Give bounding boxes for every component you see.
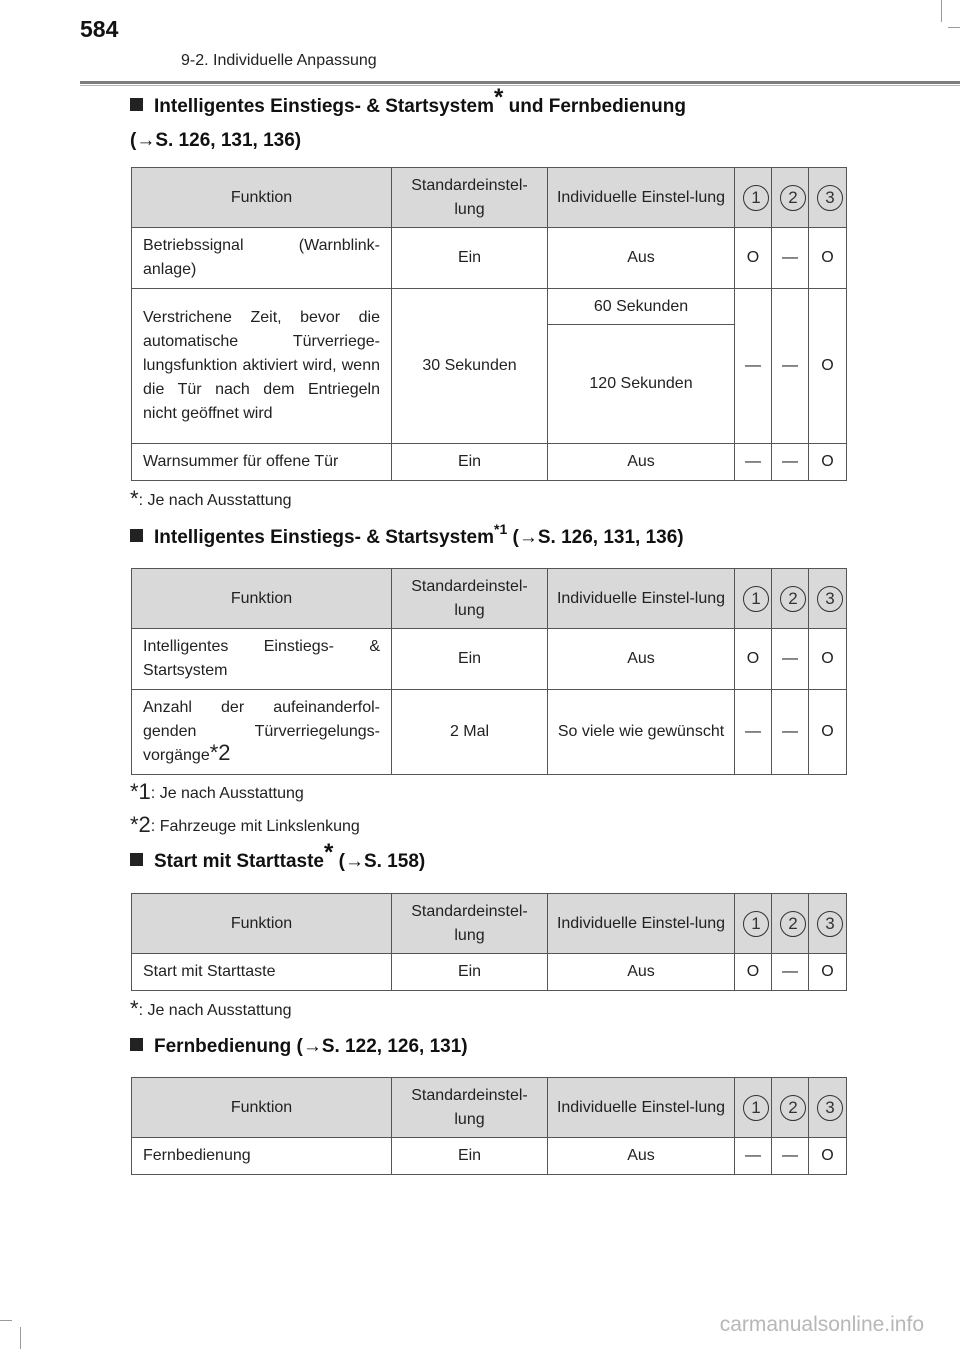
header-col2: [772, 1078, 809, 1138]
cell-custom: Aus: [548, 228, 735, 289]
cell-default: Ein: [392, 1138, 548, 1175]
cell-custom: Aus: [548, 954, 735, 991]
header-col1: [735, 168, 772, 228]
header-col2: [772, 569, 809, 629]
section4-table: [131, 1077, 847, 1175]
cell-custom: Aus: [548, 1138, 735, 1175]
header-individual: Individuelle Einstel-lung: [548, 1078, 735, 1138]
header-standard: Standardeinstel-lung: [392, 894, 548, 954]
cell-function: Verstrichene Zeit, bevor die automatische Türverriege-lungsfunktion aktiviert wird, wenn die Tür nach dem Entriegeln nicht geöffnet wird: [132, 289, 392, 444]
square-bullet-icon: [130, 853, 143, 866]
cell-c2: —: [772, 1138, 809, 1175]
circled-number-1-icon: 1: [743, 1095, 769, 1121]
cell-c1: O: [735, 228, 772, 289]
crop-mark-top-right-v: [941, 0, 942, 22]
crop-mark-bottom-left-h: [0, 1320, 12, 1321]
section1-footnote: *: Je nach Ausstattung: [130, 486, 292, 511]
cell-c1: —: [735, 444, 772, 481]
header-col3: [809, 168, 847, 228]
circled-number-2-icon: 2: [780, 911, 806, 937]
cell-function: Intelligentes Einstiegs- & Startsystem: [132, 629, 392, 690]
cell-c1: O: [735, 629, 772, 690]
header-col2: [772, 894, 809, 954]
cell-custom-b: 120 Sekunden: [548, 325, 735, 444]
circled-number-2-icon: 2: [780, 185, 806, 211]
header-individual: Individuelle Einstel-lung: [548, 168, 735, 228]
header-standard: Standardeinstel-lung: [392, 569, 548, 629]
circled-number-2-icon: 2: [780, 1095, 806, 1121]
header-funktion: Funktion: [132, 1078, 392, 1138]
cell-c3: O: [809, 629, 847, 690]
table-row: [132, 954, 847, 991]
crop-mark-bottom-left-v: [20, 1327, 21, 1349]
section1-title-line2: (→S. 126, 131, 136): [130, 130, 302, 151]
cell-c3: O: [809, 954, 847, 991]
section3-table: [131, 893, 847, 991]
cell-custom: Aus: [548, 444, 735, 481]
cell-custom-a: 60 Sekunden: [548, 289, 735, 325]
circled-number-1-icon: 1: [743, 586, 769, 612]
table-row: [132, 690, 847, 775]
square-bullet-icon: [130, 98, 143, 111]
square-bullet-icon: [130, 529, 143, 542]
square-bullet-icon: [130, 1038, 143, 1051]
cell-function: Anzahl der aufeinanderfol-genden Türverriegelungs-vorgänge*2: [132, 690, 392, 775]
cell-c1: O: [735, 954, 772, 991]
page-number: 584: [80, 16, 119, 42]
header-col1: [735, 569, 772, 629]
section1-table: [131, 167, 847, 481]
header-col3: [809, 569, 847, 629]
header-funktion: Funktion: [132, 168, 392, 228]
header-col3: [809, 1078, 847, 1138]
table-row: [132, 228, 847, 289]
cell-function: Betriebssignal (Warnblink-anlage): [132, 228, 392, 289]
circled-number-3-icon: 3: [817, 1095, 843, 1121]
circled-number-1-icon: 1: [743, 185, 769, 211]
section3-title: Start mit Starttaste* (→S. 158): [130, 847, 425, 877]
cell-default: 2 Mal: [392, 690, 548, 775]
cell-function: Start mit Starttaste: [132, 954, 392, 991]
cell-function: Warnsummer für offene Tür: [132, 444, 392, 481]
cell-custom: Aus: [548, 629, 735, 690]
watermark-link[interactable]: carmanualsonline.info: [719, 1313, 924, 1336]
cell-c3: O: [809, 289, 847, 444]
cell-default: Ein: [392, 954, 548, 991]
table-header-row: [132, 1078, 847, 1138]
circled-number-3-icon: 3: [817, 586, 843, 612]
header-individual: Individuelle Einstel-lung: [548, 569, 735, 629]
header-standard: Standardeinstel-lung: [392, 168, 548, 228]
section2-footnote-1: *1: Je nach Ausstattung: [130, 779, 304, 804]
circled-number-2-icon: 2: [780, 586, 806, 612]
header-col2: [772, 168, 809, 228]
cell-default: 30 Sekunden: [392, 289, 548, 444]
table-row: [132, 289, 847, 325]
cell-function: Fernbedienung: [132, 1138, 392, 1175]
crop-mark-top-right-h: [948, 27, 960, 28]
cell-custom: So viele wie gewünscht: [548, 690, 735, 775]
cell-c1: —: [735, 1138, 772, 1175]
cell-c2: —: [772, 228, 809, 289]
section2-footnote-2: *2: Fahrzeuge mit Linkslenkung: [130, 812, 360, 837]
table-row: [132, 629, 847, 690]
header-funktion: Funktion: [132, 894, 392, 954]
header-individual: Individuelle Einstel-lung: [548, 894, 735, 954]
table-header-row: [132, 569, 847, 629]
cell-c2: —: [772, 690, 809, 775]
cell-c3: O: [809, 228, 847, 289]
table-header-row: [132, 168, 847, 228]
cell-c3: O: [809, 690, 847, 775]
header-funktion: Funktion: [132, 569, 392, 629]
header-rule: [80, 81, 960, 84]
table-row: [132, 1138, 847, 1175]
running-title: 9-2. Individuelle Anpassung: [181, 52, 377, 69]
cell-default: Ein: [392, 629, 548, 690]
cell-default: Ein: [392, 444, 548, 481]
section2-title: Intelligentes Einstiegs- & Startsystem$^{*1}$ (→S. 126, 131, 136): [130, 523, 684, 553]
circled-number-3-icon: 3: [817, 185, 843, 211]
cell-c3: O: [809, 1138, 847, 1175]
section3-footnote: *: Je nach Ausstattung: [130, 996, 292, 1021]
cell-c1: —: [735, 690, 772, 775]
circled-number-1-icon: 1: [743, 911, 769, 937]
cell-c3: O: [809, 444, 847, 481]
section1-title: Intelligentes Einstiegs- & Startsystem* und Fernbedienung (→S. 126, 131, 136): [130, 92, 686, 156]
header-standard: Standardeinstel-lung: [392, 1078, 548, 1138]
circled-number-3-icon: 3: [817, 911, 843, 937]
cell-c2: —: [772, 954, 809, 991]
section4-title: Fernbedienung (→S. 122, 126, 131): [130, 1032, 468, 1062]
header-col1: [735, 1078, 772, 1138]
header-col1: [735, 894, 772, 954]
table-row: [132, 444, 847, 481]
header-rule-thin: [80, 85, 960, 86]
section2-table: [131, 568, 847, 775]
cell-c1: —: [735, 289, 772, 444]
cell-default: Ein: [392, 228, 548, 289]
cell-c2: —: [772, 629, 809, 690]
header-col3: [809, 894, 847, 954]
table-header-row: [132, 894, 847, 954]
cell-c2: —: [772, 444, 809, 481]
cell-c2: —: [772, 289, 809, 444]
